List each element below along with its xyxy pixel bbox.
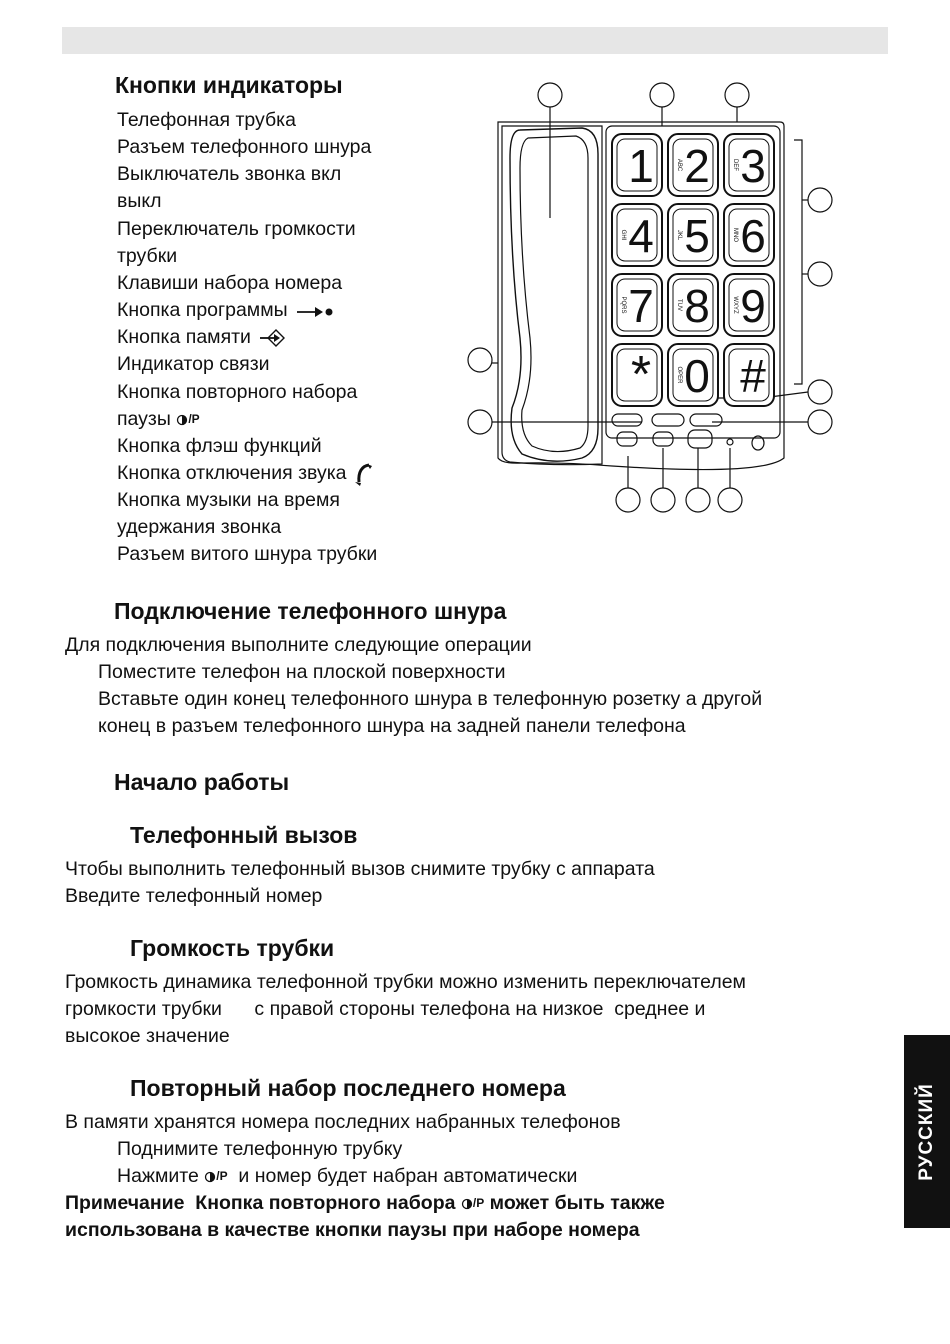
key-letters-3: GHI (620, 229, 626, 241)
press-text: Нажмите (117, 1165, 199, 1187)
call-line: Введите телефонный номер (65, 885, 323, 907)
program-arrow-icon (293, 301, 335, 321)
cord-heading: Подключение телефонного шнура (114, 598, 507, 624)
key-letters-7: TUV (676, 299, 682, 311)
redial-note-line: использована в качестве кнопки паузы при наборе номера (65, 1219, 640, 1241)
callout-9 (808, 410, 832, 434)
callout-8 (468, 410, 492, 434)
key-label-8: 9 (740, 280, 766, 332)
indicator-line: Разъем витого шнура трубки (117, 543, 378, 565)
start-heading: Начало работы (114, 769, 290, 795)
callout-12 (686, 488, 710, 512)
call-heading: Телефонный вызов (130, 822, 358, 848)
phone-diagram (462, 78, 842, 520)
mute-handset-icon (352, 462, 374, 486)
callout-4 (808, 188, 832, 212)
callout-11 (651, 488, 675, 512)
redial-pause-icon (176, 406, 199, 433)
volume-line: громкости трубки с правой стороны телефона на низкое среднее и (65, 998, 706, 1020)
indicator-line: Переключатель громкости (117, 218, 356, 240)
note-after-text: может быть также (484, 1192, 665, 1214)
callout-5 (808, 262, 832, 286)
key-letters-1: ABC (676, 158, 682, 172)
key-label-6: 7 (628, 280, 654, 332)
callout-3 (725, 83, 749, 107)
indicator-line: трубки (117, 245, 178, 267)
key-letters-10: OPER (676, 366, 682, 384)
key-label-2: 3 (740, 140, 766, 192)
key-letters-4: JKL (676, 229, 682, 241)
indicator-line: выкл (117, 190, 162, 212)
key-label-11: # (740, 350, 766, 402)
key-label-4: 5 (684, 210, 710, 262)
cord-step: конец в разъем телефонного шнура на задней панели телефона (98, 715, 686, 737)
callout-7 (808, 380, 832, 404)
key-label-1: 2 (684, 140, 710, 192)
indicator-line: Разъем телефонного шнура (117, 136, 372, 158)
cord-intro: Для подключения выполните следующие операции (65, 634, 532, 656)
indicator-line-text: паузы (117, 408, 171, 430)
callout-1 (538, 83, 562, 107)
key-letters-5: MNO (732, 228, 738, 242)
indicators-heading: Кнопки индикаторы (115, 72, 343, 98)
indicator-line-text: Кнопка памяти (117, 326, 251, 348)
redial-note-line (65, 1190, 665, 1217)
key-label-7: 8 (684, 280, 710, 332)
indicator-line: Кнопка музыки на время (117, 489, 340, 511)
indicator-line: Телефонная трубка (117, 109, 296, 131)
half-circle-icon (176, 414, 188, 426)
key-letters-6: PQRS (620, 296, 626, 314)
redial-pause-icon (204, 1163, 227, 1190)
indicator-line: Кнопка флэш функций (117, 435, 322, 457)
indicator-line: Кнопка повторного набора (117, 381, 358, 403)
redial-icon-label: /P (472, 1196, 485, 1211)
indicator-line (117, 406, 200, 433)
indicator-line (117, 297, 335, 324)
key-label-10: 0 (684, 350, 710, 402)
key-label-5: 6 (740, 210, 766, 262)
volume-heading: Громкость трубки (130, 935, 335, 961)
redial-icon-label: /P (188, 412, 200, 427)
half-circle-icon (461, 1198, 473, 1210)
cord-step: Поместите телефон на плоской поверхности (98, 661, 506, 683)
memory-icon (256, 327, 292, 349)
indicator-line: удержания звонка (117, 516, 282, 538)
callout-10 (616, 488, 640, 512)
half-circle-icon (204, 1171, 216, 1183)
note-text: Примечание Кнопка повторного набора (65, 1192, 456, 1214)
redial-line: Поднимите телефонную трубку (117, 1138, 403, 1160)
indicator-line (117, 324, 292, 351)
language-tab-label: РУССКИЙ (916, 1082, 937, 1181)
key-label-9: * (630, 346, 652, 404)
indicator-line-text: Кнопка отключения звука (117, 462, 347, 484)
indicator-line-text: Кнопка программы (117, 299, 288, 321)
volume-line: высокое значение (65, 1025, 230, 1047)
indicator-line (117, 460, 374, 487)
redial-press-line (117, 1163, 577, 1190)
key-letters-2: DEF (732, 159, 738, 171)
indicator-line: Выключатель звонка вкл (117, 163, 342, 185)
callout-13 (718, 488, 742, 512)
callout-6 (468, 348, 492, 372)
key-letters-8: WXYZ (732, 296, 738, 314)
indicator-line: Клавиши набора номера (117, 272, 343, 294)
indicator-line: Индикатор связи (117, 353, 270, 375)
callout-2 (650, 83, 674, 107)
cord-step: Вставьте один конец телефонного шнура в телефонную розетку а другой (98, 688, 763, 710)
language-tab (904, 1035, 950, 1228)
redial-line: В памяти хранятся номера последних набранных телефонов (65, 1111, 621, 1133)
press-after-text: и номер будет набран автоматически (227, 1165, 578, 1187)
volume-line: Громкость динамика телефонной трубки можно изменить переключателем (65, 971, 746, 993)
redial-pause-icon (461, 1190, 484, 1217)
call-line: Чтобы выполнить телефонный вызов снимите трубку с аппарата (65, 858, 655, 880)
key-label-0: 1 (628, 140, 654, 192)
redial-heading: Повторный набор последнего номера (130, 1075, 566, 1101)
header-bar (62, 27, 888, 54)
redial-icon-label: /P (216, 1169, 228, 1184)
key-label-3: 4 (628, 210, 654, 262)
